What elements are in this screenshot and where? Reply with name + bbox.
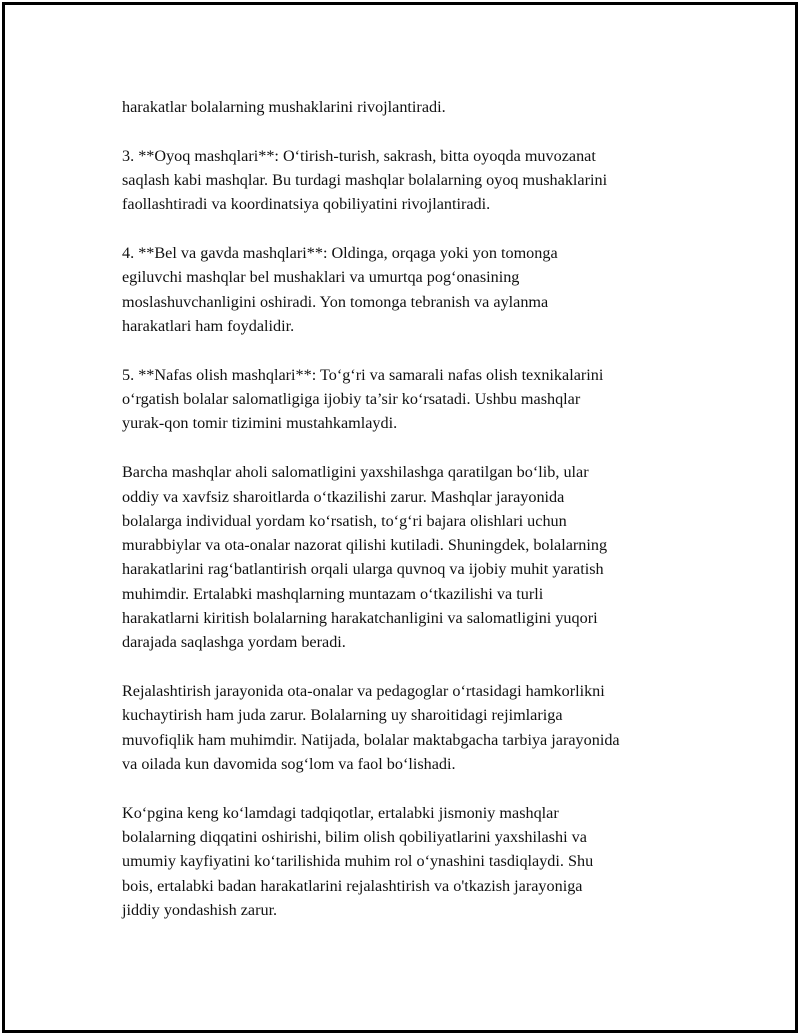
paragraph-breathing-exercises: 5. **Nafas olish mashqlari**: To‘g‘ri va samarali nafas olish texnikalarini o‘rgatish bolalar salomatligiga ijobiy ta’sir ko‘rsatadi. Ushbu mashqlar yurak-qon tomir tizimini mustahkamlaydi. — [122, 365, 604, 433]
paragraph-waist-torso-exercises: 4. **Bel va gavda mashqlari**: Oldinga, orqaga yoki yon tomonga egiluvchi mashqlar bel mushaklari va umurtqa pog‘onasining moslashuvchanligini oshiradi. Yon tomonga tebranish va aylanma harakatlari ham foydalidir. — [122, 244, 558, 336]
paragraph-general-requirements: Barcha mashqlar aholi salomatligini yaxshilashga qaratilgan bo‘lib, ular oddiy va xavfsiz sharoitlarda o‘tkazilishi zarur. Mashqlar jarayonida bolalarga individual yordam ko‘rsatish, to‘g‘ri bajara olishlari uchun murabbiylar va ota-onalar nazorat qilishi kutiladi. Shuningdek, bolalarning harakatlarini rag‘batlantirish orqali ularga quvnoq va ijobiy muhit yaratish muhimdir. Ertalabki mashqlarning muntazam o‘tkazilishi va turli harakatlarni kiritish bolalarning harakatchanligini va salomatligini yuqori darajada saqlashga yordam beradi. — [122, 463, 608, 652]
paragraph-research-conclusion: Ko‘pgina keng ko‘lamdagi tadqiqotlar, ertalabki jismoniy mashqlar bolalarning diqqatini oshirishi, bilim olish qobiliyatlarini yaxshilashi va umumiy kayfiyatini ko‘tarilishida muhim rol o‘ynashini tasdiqlaydi. Shu bois, ertalabki badan harakatlarini rejalashtirish va o'tkazish jarayoniga jiddiy yondashish zarur. — [122, 803, 594, 920]
document-page — [2, 2, 798, 1033]
paragraph-leg-exercises: 3. **Oyoq mashqlari**: O‘tirish-turish, sakrash, bitta oyoqda muvozanat saqlash kabi mashqlar. Bu turdagi mashqlar bolalarning oyoq mushaklarini faollashtiradi va koordinatsiya qobiliyatini rivojlantiradi. — [122, 146, 608, 214]
document-body — [122, 95, 702, 922]
paragraph-planning-cooperation: Rejalashtirish jarayonida ota-onalar va pedagoglar o‘rtasidagi hamkorlikni kuchaytirish ham juda zarur. Bolalarning uy sharoitidagi rejimlariga muvofiqlik ham muhimdir. Natijada, bolalar maktabgacha tarbiya jarayonida va oilada kun davomida sog‘lom va faol bo‘lishadi. — [122, 682, 620, 774]
paragraph-continuation: harakatlar bolalarning mushaklarini rivojlantiradi. — [122, 98, 446, 116]
